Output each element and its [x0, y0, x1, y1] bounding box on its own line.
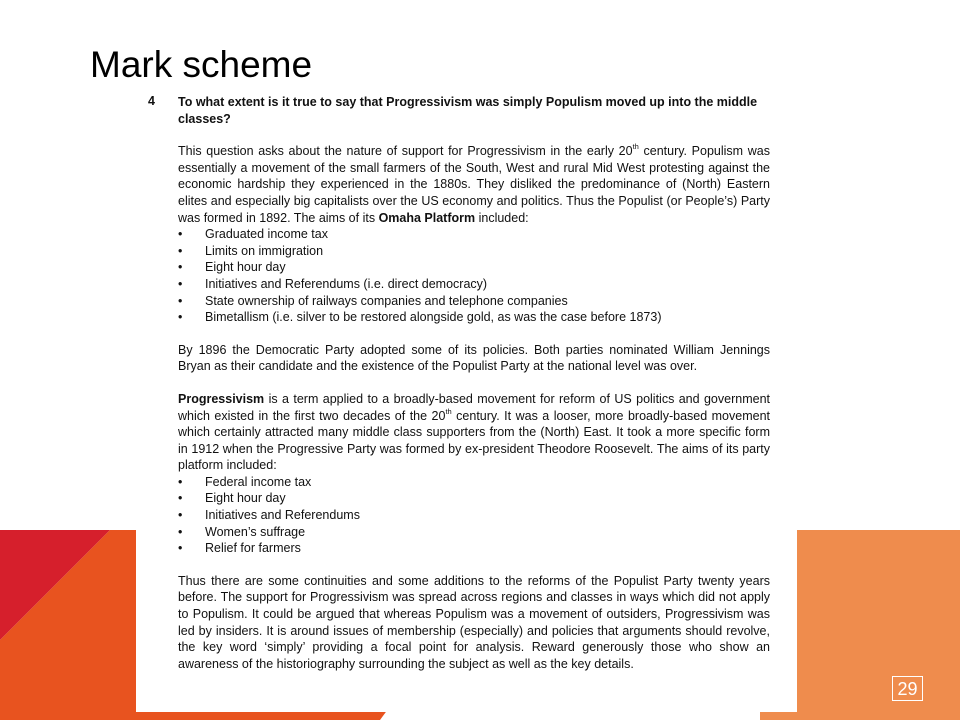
list-item: • State ownership of railways companies and telephone companies	[178, 293, 770, 310]
progressivism-text-b: century. It was a looser, more broadly-based movement which certainly attracted many middle class supporters from the (North) East. It took a more specific form in 1912 when the Progressive Party was formed by ex-president Theodore Roosevelt. The aims of its party platform included:	[178, 408, 770, 473]
populist-aims-list	[178, 226, 770, 326]
conclusion-paragraph: Thus there are some continuities and some additions to the reforms of the Populist Party twenty years before. The support for Progressivism was spread across regions and classes in ways which did not apply to Populism. It could be argued that whereas Populism was a movement of outsiders, Progressivism was led by insiders. It is around issues of membership (especially) and policies that arguments should revolve, the key word ‘simply’ providing a focal point for analysis. Reward generously those who show an awareness of the historiography surrounding the subject as well as the key details.	[178, 573, 770, 671]
list-item: • Eight hour day	[178, 259, 770, 276]
progressive-aims-list	[178, 474, 770, 557]
question-text: To what extent is it true to say that Progressivism was simply Populism moved up into the middle classes?	[178, 95, 758, 126]
document-body	[178, 94, 770, 688]
list-item: • Women’s suffrage	[178, 524, 770, 541]
page-number-badge: 29	[892, 676, 923, 701]
progressivism-text-a: is a term applied to a broadly-based movement for reform of US politics and government which existed in the first two decades of the 20	[178, 391, 770, 423]
list-item: • Limits on immigration	[178, 243, 770, 260]
superscript-th: th	[632, 142, 639, 152]
superscript-th: th	[445, 406, 452, 416]
progressivism-paragraph	[178, 391, 770, 474]
mark-scheme-document	[136, 86, 797, 712]
list-item: • Relief for farmers	[178, 540, 770, 557]
list-item: • Bimetallism (i.e. silver to be restored alongside gold, as was the case before 1873)	[178, 309, 770, 326]
list-item: • Federal income tax	[178, 474, 770, 491]
populism-text-a: This question asks about the nature of support for Progressivism in the early 20	[178, 144, 633, 159]
slide-title: Mark scheme	[90, 44, 313, 85]
list-item: • Initiatives and Referendums (i.e. direct democracy)	[178, 276, 770, 293]
populism-text-c: included:	[475, 210, 529, 225]
list-item: • Initiatives and Referendums	[178, 507, 770, 524]
democratic-party-paragraph: By 1896 the Democratic Party adopted some of its policies. Both parties nominated William Jennings Bryan as their candidate and the existence of the Populist Party at the national level was over.	[178, 342, 770, 374]
list-item: • Graduated income tax	[178, 226, 770, 243]
populism-paragraph	[178, 143, 770, 226]
omaha-platform-term: Omaha Platform	[378, 210, 476, 225]
question-number: 4	[148, 94, 155, 108]
progressivism-term: Progressivism	[178, 391, 265, 406]
list-item: • Eight hour day	[178, 490, 770, 507]
populism-text-b: century. Populism was essentially a movement of the small farmers of the South, West and rural Mid West protesting against the economic hardship they experienced in the 1880s. They disliked the predominance of (North) Eastern elites and especially big capitalists over the US economy and politics. Thus the Populist (or People’s) Party was formed in 1892. The aims of its	[178, 144, 770, 225]
